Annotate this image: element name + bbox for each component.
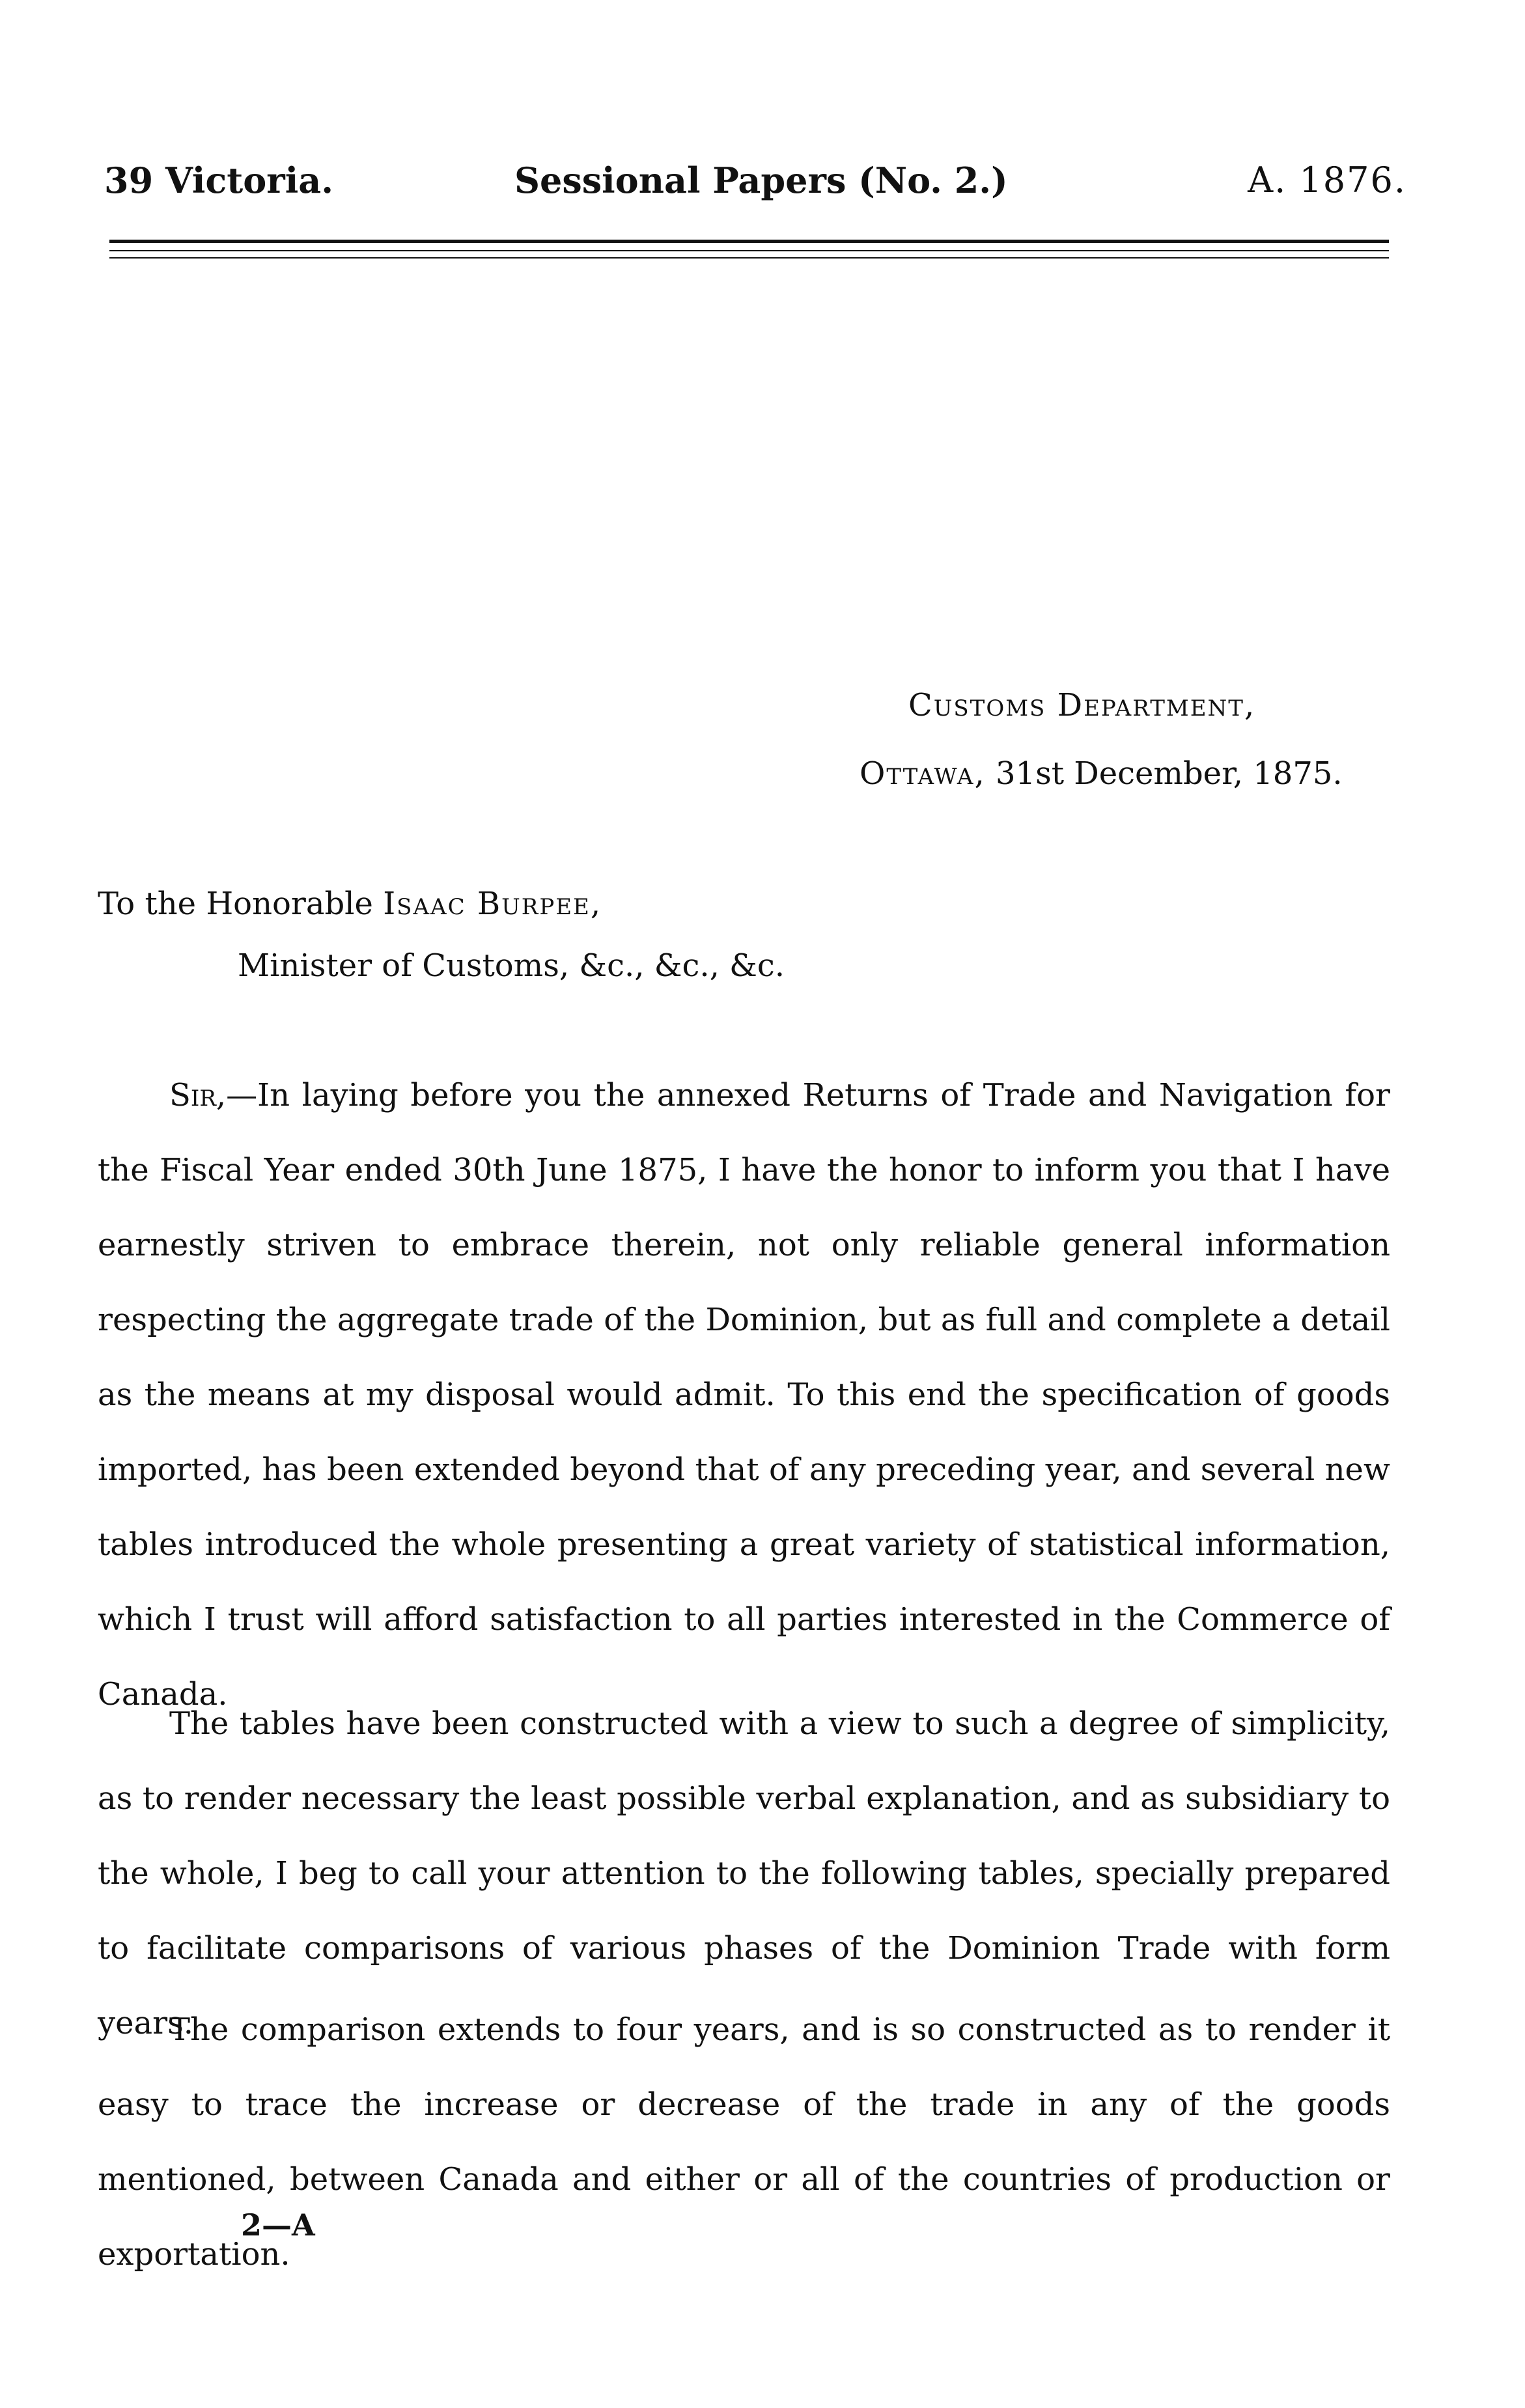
salutation: Sir, bbox=[169, 1077, 227, 1113]
signature-mark: 2—A bbox=[241, 2207, 315, 2243]
header-sessional-papers: Sessional Papers (No. 2.) bbox=[514, 160, 1008, 201]
running-header bbox=[104, 160, 1406, 212]
addressee-prefix: To the Honorable bbox=[98, 886, 373, 922]
addressee-line bbox=[98, 886, 602, 922]
header-regnal-year: 39 Victoria. bbox=[104, 160, 334, 201]
sender-department: Customs Department, bbox=[908, 687, 1256, 723]
paragraph-3 bbox=[98, 1993, 1390, 2292]
addressee-title: Minister of Customs, &c., &c., &c. bbox=[238, 947, 785, 984]
header-rule-thin bbox=[109, 250, 1389, 251]
sender-date: 31st December, 1875. bbox=[995, 755, 1343, 792]
paragraph-2-text: The tables have been constructed with a view to such a degree of simplicity, as to render necessary the least possible verbal explanation, and as subsidiary to the whole, I beg to call your attention to the following tables, specially prepared to facilitate comparisons of various phases of the Dominion Trade with form years. bbox=[98, 1705, 1390, 2041]
header-year: A. 1876. bbox=[1248, 160, 1406, 201]
sender-place: Ottawa, bbox=[860, 755, 986, 792]
header-rule-thick bbox=[109, 240, 1389, 243]
header-rule-thin-lower bbox=[109, 257, 1389, 259]
paragraph-1-text: —In laying before you the annexed Returns of Trade and Navigation for the Fiscal Year ended 30th June 1875, I have the honor to inform you that I have earnestly striven to embrace therein, not only reliable general information respecting the aggregate trade of the Dominion, but as full and complete a detail as the means at my disposal would admit. To this end the specification of goods imported, has been extended beyond that of any preceding year, and several new tables introduced the whole presenting a great variety of statistical information, which I trust will afford satisfaction to all parties interested in the Commerce of Canada. bbox=[98, 1077, 1390, 1713]
paragraph-3-text: The comparison extends to four years, and is so constructed as to render it easy to trace the increase or decrease of the trade in any of the goods mentioned, between Canada and either or all of the countries of production or exportation. bbox=[98, 2011, 1390, 2273]
sender-place-date bbox=[860, 755, 1343, 792]
addressee-name: Isaac Burpee, bbox=[383, 886, 602, 922]
paragraph-1 bbox=[98, 1058, 1390, 1732]
